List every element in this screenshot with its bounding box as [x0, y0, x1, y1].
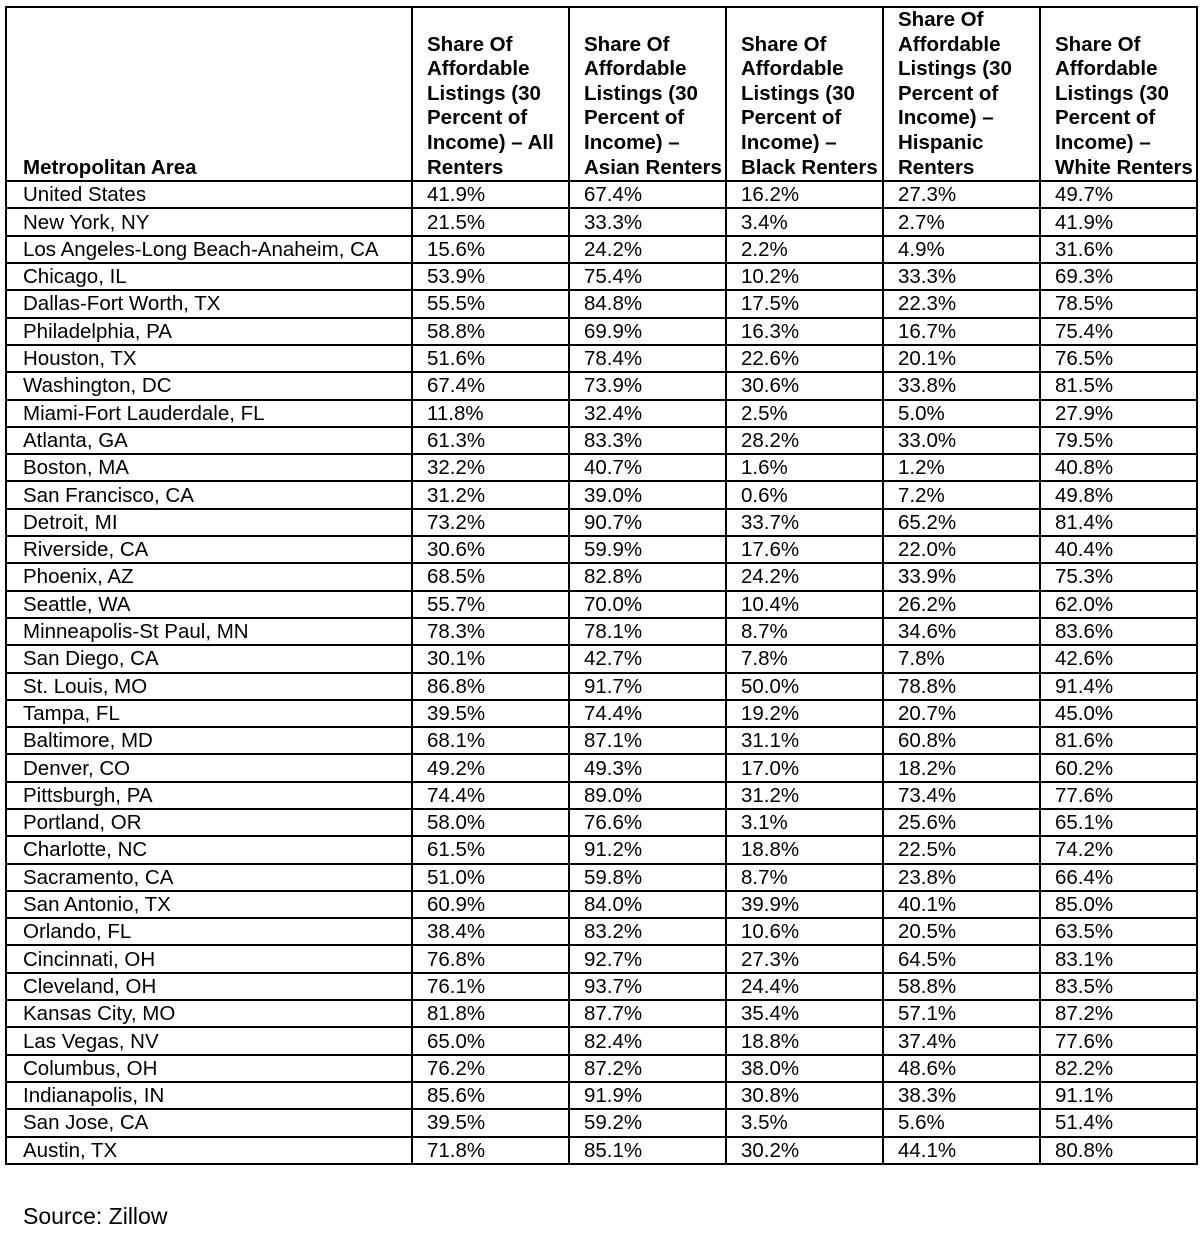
share-cell: 76.5%	[1040, 345, 1197, 372]
share-cell: 5.0%	[883, 400, 1040, 427]
share-cell: 90.7%	[569, 509, 726, 536]
share-cell: 2.7%	[883, 208, 1040, 235]
share-cell: 86.8%	[412, 673, 569, 700]
share-cell: 74.2%	[1040, 836, 1197, 863]
share-cell: 24.2%	[569, 236, 726, 263]
share-cell: 75.4%	[569, 263, 726, 290]
share-cell: 50.0%	[726, 673, 883, 700]
share-cell: 17.6%	[726, 536, 883, 563]
share-cell: 71.8%	[412, 1137, 569, 1164]
metro-area-cell: Austin, TX	[6, 1137, 412, 1164]
table-row	[6, 509, 1197, 536]
share-cell: 67.4%	[569, 181, 726, 208]
metro-area-cell: Dallas-Fort Worth, TX	[6, 290, 412, 317]
share-cell: 64.5%	[883, 945, 1040, 972]
table-row	[6, 181, 1197, 208]
column-header: Share Of Affordable Listings (30 Percent of Income) – Asian Renters	[569, 7, 726, 181]
share-cell: 78.4%	[569, 345, 726, 372]
column-header: Share Of Affordable Listings (30 Percent of Income) – White Renters	[1040, 7, 1197, 181]
share-cell: 24.2%	[726, 563, 883, 590]
metro-area-cell: San Francisco, CA	[6, 481, 412, 508]
share-cell: 41.9%	[412, 181, 569, 208]
header-row	[6, 7, 1197, 181]
metro-area-cell: Seattle, WA	[6, 591, 412, 618]
column-header: Share Of Affordable Listings (30 Percent of Income) – All Renters	[412, 7, 569, 181]
table-row	[6, 945, 1197, 972]
column-header-metro: Metropolitan Area	[6, 7, 412, 181]
share-cell: 49.3%	[569, 754, 726, 781]
share-cell: 2.5%	[726, 400, 883, 427]
table-row	[6, 591, 1197, 618]
table-row	[6, 1109, 1197, 1136]
share-cell: 5.6%	[883, 1109, 1040, 1136]
share-cell: 33.8%	[883, 372, 1040, 399]
share-cell: 32.2%	[412, 454, 569, 481]
share-cell: 91.9%	[569, 1082, 726, 1109]
metro-area-cell: Orlando, FL	[6, 918, 412, 945]
table-row	[6, 427, 1197, 454]
metro-area-cell: Minneapolis-St Paul, MN	[6, 618, 412, 645]
share-cell: 66.4%	[1040, 864, 1197, 891]
share-cell: 7.2%	[883, 481, 1040, 508]
share-cell: 22.5%	[883, 836, 1040, 863]
share-cell: 38.3%	[883, 1082, 1040, 1109]
share-cell: 61.3%	[412, 427, 569, 454]
metro-area-cell: San Diego, CA	[6, 645, 412, 672]
share-cell: 91.7%	[569, 673, 726, 700]
share-cell: 73.4%	[883, 782, 1040, 809]
share-cell: 60.2%	[1040, 754, 1197, 781]
table-row	[6, 864, 1197, 891]
share-cell: 42.7%	[569, 645, 726, 672]
share-cell: 20.1%	[883, 345, 1040, 372]
metro-area-cell: Baltimore, MD	[6, 727, 412, 754]
share-cell: 76.6%	[569, 809, 726, 836]
share-cell: 81.6%	[1040, 727, 1197, 754]
table-row	[6, 1137, 1197, 1164]
column-header: Share Of Affordable Listings (30 Percent of Income) – Black Renters	[726, 7, 883, 181]
share-cell: 35.4%	[726, 1000, 883, 1027]
share-cell: 87.7%	[569, 1000, 726, 1027]
share-cell: 85.1%	[569, 1137, 726, 1164]
share-cell: 75.3%	[1040, 563, 1197, 590]
share-cell: 27.3%	[883, 181, 1040, 208]
share-cell: 18.8%	[726, 1027, 883, 1054]
share-cell: 32.4%	[569, 400, 726, 427]
share-cell: 67.4%	[412, 372, 569, 399]
share-cell: 24.4%	[726, 973, 883, 1000]
share-cell: 84.0%	[569, 891, 726, 918]
share-cell: 31.6%	[1040, 236, 1197, 263]
table-row	[6, 673, 1197, 700]
share-cell: 78.3%	[412, 618, 569, 645]
table-row	[6, 318, 1197, 345]
metro-area-cell: Sacramento, CA	[6, 864, 412, 891]
share-cell: 51.6%	[412, 345, 569, 372]
share-cell: 39.5%	[412, 700, 569, 727]
metro-area-cell: Houston, TX	[6, 345, 412, 372]
share-cell: 87.2%	[1040, 1000, 1197, 1027]
metro-area-cell: Cleveland, OH	[6, 973, 412, 1000]
table-row	[6, 700, 1197, 727]
share-cell: 38.0%	[726, 1055, 883, 1082]
share-cell: 61.5%	[412, 836, 569, 863]
share-cell: 89.0%	[569, 782, 726, 809]
table-row	[6, 290, 1197, 317]
share-cell: 65.0%	[412, 1027, 569, 1054]
table-row	[6, 372, 1197, 399]
share-cell: 10.4%	[726, 591, 883, 618]
table-row	[6, 454, 1197, 481]
share-cell: 74.4%	[412, 782, 569, 809]
metro-area-cell: New York, NY	[6, 208, 412, 235]
share-cell: 30.8%	[726, 1082, 883, 1109]
table-row	[6, 618, 1197, 645]
share-cell: 16.2%	[726, 181, 883, 208]
table-row	[6, 400, 1197, 427]
share-cell: 65.2%	[883, 509, 1040, 536]
share-cell: 82.2%	[1040, 1055, 1197, 1082]
share-cell: 85.6%	[412, 1082, 569, 1109]
share-cell: 51.0%	[412, 864, 569, 891]
share-cell: 73.2%	[412, 509, 569, 536]
table-row	[6, 263, 1197, 290]
table-row	[6, 918, 1197, 945]
source-note: Source: Zillow	[23, 1203, 168, 1229]
share-cell: 34.6%	[883, 618, 1040, 645]
share-cell: 60.9%	[412, 891, 569, 918]
share-cell: 19.2%	[726, 700, 883, 727]
share-cell: 91.4%	[1040, 673, 1197, 700]
share-cell: 78.5%	[1040, 290, 1197, 317]
share-cell: 30.6%	[412, 536, 569, 563]
share-cell: 76.1%	[412, 973, 569, 1000]
share-cell: 22.3%	[883, 290, 1040, 317]
metro-area-cell: San Jose, CA	[6, 1109, 412, 1136]
share-cell: 30.2%	[726, 1137, 883, 1164]
share-cell: 8.7%	[726, 618, 883, 645]
share-cell: 33.0%	[883, 427, 1040, 454]
share-cell: 49.2%	[412, 754, 569, 781]
share-cell: 82.4%	[569, 1027, 726, 1054]
metro-area-cell: Philadelphia, PA	[6, 318, 412, 345]
share-cell: 1.6%	[726, 454, 883, 481]
share-cell: 58.0%	[412, 809, 569, 836]
share-cell: 81.8%	[412, 1000, 569, 1027]
metro-area-cell: Chicago, IL	[6, 263, 412, 290]
share-cell: 27.3%	[726, 945, 883, 972]
table-body	[6, 181, 1197, 1164]
table-row	[6, 645, 1197, 672]
share-cell: 60.8%	[883, 727, 1040, 754]
share-cell: 53.9%	[412, 263, 569, 290]
share-cell: 82.8%	[569, 563, 726, 590]
share-cell: 16.7%	[883, 318, 1040, 345]
share-cell: 87.2%	[569, 1055, 726, 1082]
share-cell: 77.6%	[1040, 782, 1197, 809]
table-row	[6, 782, 1197, 809]
share-cell: 85.0%	[1040, 891, 1197, 918]
metro-area-cell: Tampa, FL	[6, 700, 412, 727]
share-cell: 65.1%	[1040, 809, 1197, 836]
share-cell: 10.6%	[726, 918, 883, 945]
share-cell: 26.2%	[883, 591, 1040, 618]
share-cell: 44.1%	[883, 1137, 1040, 1164]
metro-area-cell: San Antonio, TX	[6, 891, 412, 918]
share-cell: 62.0%	[1040, 591, 1197, 618]
share-cell: 75.4%	[1040, 318, 1197, 345]
metro-area-cell: Cincinnati, OH	[6, 945, 412, 972]
share-cell: 16.3%	[726, 318, 883, 345]
share-cell: 83.5%	[1040, 973, 1197, 1000]
metro-area-cell: Detroit, MI	[6, 509, 412, 536]
metro-area-cell: Phoenix, AZ	[6, 563, 412, 590]
metro-area-cell: Portland, OR	[6, 809, 412, 836]
share-cell: 39.0%	[569, 481, 726, 508]
share-cell: 68.1%	[412, 727, 569, 754]
metro-area-cell: Washington, DC	[6, 372, 412, 399]
share-cell: 57.1%	[883, 1000, 1040, 1027]
share-cell: 91.2%	[569, 836, 726, 863]
table-row	[6, 1055, 1197, 1082]
share-cell: 81.4%	[1040, 509, 1197, 536]
metro-area-cell: Boston, MA	[6, 454, 412, 481]
share-cell: 7.8%	[883, 645, 1040, 672]
table-row	[6, 236, 1197, 263]
metro-area-cell: Los Angeles-Long Beach-Anaheim, CA	[6, 236, 412, 263]
share-cell: 33.3%	[883, 263, 1040, 290]
share-cell: 83.6%	[1040, 618, 1197, 645]
share-cell: 92.7%	[569, 945, 726, 972]
share-cell: 17.0%	[726, 754, 883, 781]
share-cell: 63.5%	[1040, 918, 1197, 945]
table-row	[6, 345, 1197, 372]
share-cell: 22.6%	[726, 345, 883, 372]
share-cell: 69.9%	[569, 318, 726, 345]
share-cell: 38.4%	[412, 918, 569, 945]
table-row	[6, 481, 1197, 508]
share-cell: 18.8%	[726, 836, 883, 863]
share-cell: 8.7%	[726, 864, 883, 891]
share-cell: 41.9%	[1040, 208, 1197, 235]
share-cell: 70.0%	[569, 591, 726, 618]
share-cell: 2.2%	[726, 236, 883, 263]
share-cell: 20.5%	[883, 918, 1040, 945]
share-cell: 30.6%	[726, 372, 883, 399]
share-cell: 79.5%	[1040, 427, 1197, 454]
share-cell: 73.9%	[569, 372, 726, 399]
share-cell: 45.0%	[1040, 700, 1197, 727]
metro-area-cell: Columbus, OH	[6, 1055, 412, 1082]
share-cell: 10.2%	[726, 263, 883, 290]
share-cell: 17.5%	[726, 290, 883, 317]
table-row	[6, 809, 1197, 836]
share-cell: 55.7%	[412, 591, 569, 618]
share-cell: 49.8%	[1040, 481, 1197, 508]
share-cell: 3.4%	[726, 208, 883, 235]
metro-area-cell: Kansas City, MO	[6, 1000, 412, 1027]
table-row	[6, 891, 1197, 918]
share-cell: 76.2%	[412, 1055, 569, 1082]
share-cell: 55.5%	[412, 290, 569, 317]
share-cell: 31.1%	[726, 727, 883, 754]
share-cell: 18.2%	[883, 754, 1040, 781]
share-cell: 21.5%	[412, 208, 569, 235]
share-cell: 31.2%	[726, 782, 883, 809]
share-cell: 91.1%	[1040, 1082, 1197, 1109]
share-cell: 83.3%	[569, 427, 726, 454]
share-cell: 74.4%	[569, 700, 726, 727]
table-row	[6, 536, 1197, 563]
table-row	[6, 1000, 1197, 1027]
table-row	[6, 563, 1197, 590]
table-row	[6, 208, 1197, 235]
share-cell: 28.2%	[726, 427, 883, 454]
share-cell: 78.8%	[883, 673, 1040, 700]
affordability-table	[5, 6, 1198, 1165]
share-cell: 4.9%	[883, 236, 1040, 263]
table-row	[6, 836, 1197, 863]
share-cell: 40.1%	[883, 891, 1040, 918]
table-row	[6, 1082, 1197, 1109]
share-cell: 59.2%	[569, 1109, 726, 1136]
share-cell: 68.5%	[412, 563, 569, 590]
share-cell: 59.8%	[569, 864, 726, 891]
share-cell: 37.4%	[883, 1027, 1040, 1054]
metro-area-cell: Riverside, CA	[6, 536, 412, 563]
share-cell: 40.7%	[569, 454, 726, 481]
share-cell: 40.8%	[1040, 454, 1197, 481]
share-cell: 84.8%	[569, 290, 726, 317]
share-cell: 39.9%	[726, 891, 883, 918]
share-cell: 20.7%	[883, 700, 1040, 727]
table-row	[6, 754, 1197, 781]
share-cell: 48.6%	[883, 1055, 1040, 1082]
share-cell: 39.5%	[412, 1109, 569, 1136]
share-cell: 83.1%	[1040, 945, 1197, 972]
metro-area-cell: Charlotte, NC	[6, 836, 412, 863]
share-cell: 25.6%	[883, 809, 1040, 836]
metro-area-cell: Pittsburgh, PA	[6, 782, 412, 809]
table-row	[6, 1027, 1197, 1054]
metro-area-cell: Atlanta, GA	[6, 427, 412, 454]
share-cell: 49.7%	[1040, 181, 1197, 208]
metro-area-cell: Denver, CO	[6, 754, 412, 781]
share-cell: 93.7%	[569, 973, 726, 1000]
share-cell: 58.8%	[412, 318, 569, 345]
metro-area-cell: United States	[6, 181, 412, 208]
share-cell: 59.9%	[569, 536, 726, 563]
share-cell: 76.8%	[412, 945, 569, 972]
share-cell: 31.2%	[412, 481, 569, 508]
metro-area-cell: Las Vegas, NV	[6, 1027, 412, 1054]
share-cell: 33.7%	[726, 509, 883, 536]
share-cell: 33.9%	[883, 563, 1040, 590]
share-cell: 27.9%	[1040, 400, 1197, 427]
share-cell: 15.6%	[412, 236, 569, 263]
table-row	[6, 727, 1197, 754]
table-row	[6, 973, 1197, 1000]
share-cell: 51.4%	[1040, 1109, 1197, 1136]
share-cell: 23.8%	[883, 864, 1040, 891]
share-cell: 78.1%	[569, 618, 726, 645]
share-cell: 87.1%	[569, 727, 726, 754]
share-cell: 22.0%	[883, 536, 1040, 563]
share-cell: 1.2%	[883, 454, 1040, 481]
share-cell: 42.6%	[1040, 645, 1197, 672]
share-cell: 33.3%	[569, 208, 726, 235]
metro-area-cell: Indianapolis, IN	[6, 1082, 412, 1109]
share-cell: 7.8%	[726, 645, 883, 672]
share-cell: 69.3%	[1040, 263, 1197, 290]
share-cell: 0.6%	[726, 481, 883, 508]
share-cell: 3.5%	[726, 1109, 883, 1136]
column-header: Share Of Affordable Listings (30 Percent of Income) – Hispanic Renters	[883, 7, 1040, 181]
share-cell: 3.1%	[726, 809, 883, 836]
share-cell: 11.8%	[412, 400, 569, 427]
share-cell: 58.8%	[883, 973, 1040, 1000]
share-cell: 83.2%	[569, 918, 726, 945]
share-cell: 30.1%	[412, 645, 569, 672]
metro-area-cell: Miami-Fort Lauderdale, FL	[6, 400, 412, 427]
metro-area-cell: St. Louis, MO	[6, 673, 412, 700]
share-cell: 77.6%	[1040, 1027, 1197, 1054]
share-cell: 40.4%	[1040, 536, 1197, 563]
share-cell: 81.5%	[1040, 372, 1197, 399]
share-cell: 80.8%	[1040, 1137, 1197, 1164]
